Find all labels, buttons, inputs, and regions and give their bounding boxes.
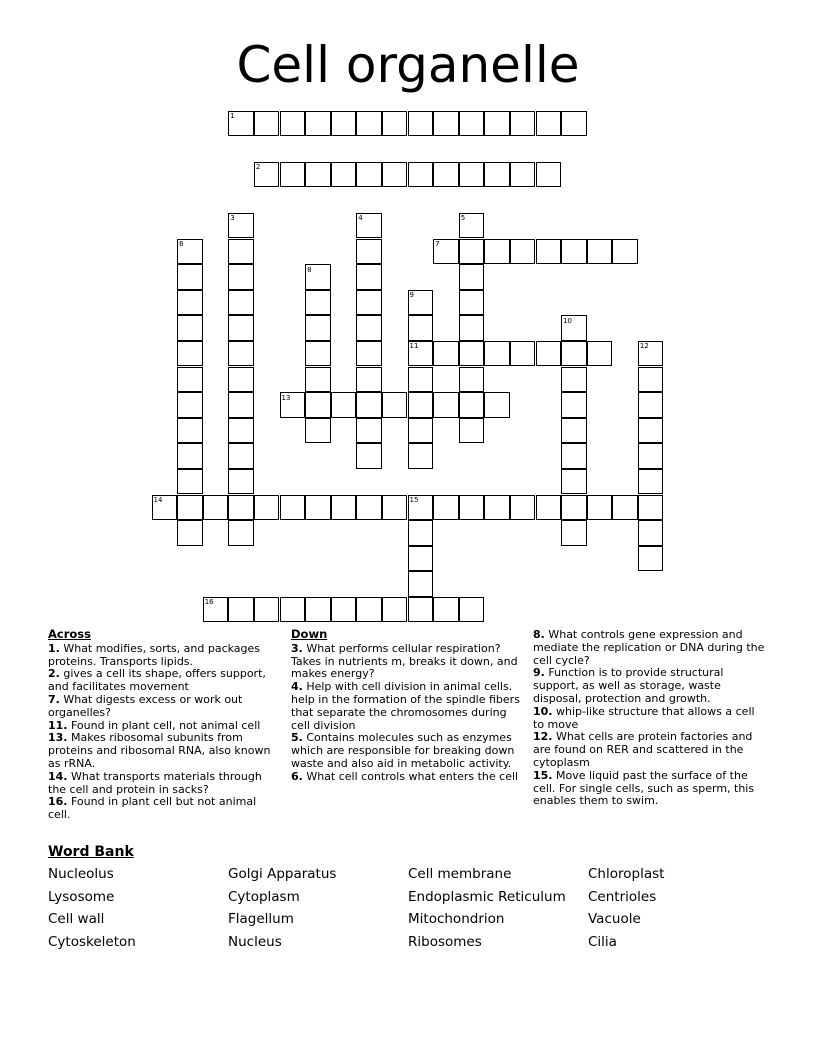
grid-cell[interactable] (177, 418, 203, 444)
grid-cell[interactable] (177, 315, 203, 341)
clue-text: Help with cell division in animal cells. help in the formation of the spindle fibers that separate the chromosomes during cell division (291, 680, 520, 732)
grid-cell[interactable] (612, 495, 638, 521)
grid-cell[interactable] (228, 418, 254, 444)
clue-number: 3. (291, 641, 303, 655)
grid-cell[interactable] (203, 597, 229, 623)
grid-cell[interactable] (638, 418, 664, 444)
grid-cell[interactable] (305, 264, 331, 290)
grid-cell[interactable] (587, 341, 613, 367)
grid-cell[interactable] (408, 367, 434, 393)
grid-cell[interactable] (356, 597, 382, 623)
clue-text: What modifies, sorts, and packages proteins. Transports lipids. (48, 641, 261, 668)
grid-cell[interactable] (356, 111, 382, 137)
word-bank-item: Lysosome (48, 888, 115, 905)
grid-cell[interactable] (356, 315, 382, 341)
grid-cell[interactable] (177, 392, 203, 418)
grid-cell[interactable] (280, 392, 306, 418)
grid-cell[interactable] (228, 597, 254, 623)
grid-cell[interactable] (459, 392, 485, 418)
grid-cell[interactable] (638, 546, 664, 572)
grid-cell[interactable] (459, 213, 485, 239)
grid-cell[interactable] (356, 495, 382, 521)
clue-text: Contains molecules such as enzymes which are responsible for breaking down waste and also aid in metabolic activity. (291, 731, 515, 770)
clue-number: 9 (409, 291, 414, 300)
grid-cell[interactable] (561, 111, 587, 137)
clue-number: 10. (533, 704, 553, 718)
clue (291, 643, 523, 681)
grid-cell[interactable] (536, 111, 562, 137)
grid-cell[interactable] (228, 315, 254, 341)
grid-cell[interactable] (382, 597, 408, 623)
clue-text: Makes ribosomal subunits from proteins and ribosomal RNA, also known as rRNA. (48, 731, 271, 770)
clue (291, 732, 523, 770)
clue-number: 9. (533, 666, 545, 680)
grid-cell[interactable] (228, 367, 254, 393)
word-bank-item: Cell wall (48, 911, 105, 927)
grid-cell[interactable] (408, 315, 434, 341)
clue-number: 6. (291, 769, 303, 783)
down-clues-continued (533, 629, 765, 808)
word-bank-item: Cytoskeleton (48, 933, 136, 950)
grid-cell[interactable] (536, 162, 562, 188)
grid-cell[interactable] (305, 290, 331, 316)
grid-cell[interactable] (254, 597, 280, 623)
grid-cell[interactable] (638, 469, 664, 495)
grid-cell[interactable] (331, 162, 357, 188)
grid-cell[interactable] (484, 341, 510, 367)
grid-cell[interactable] (408, 290, 434, 316)
clue-number: 11 (409, 342, 419, 351)
grid-cell[interactable] (356, 341, 382, 367)
grid-cell[interactable] (408, 520, 434, 546)
clue-text: Found in plant cell, not animal cell (67, 718, 261, 732)
grid-cell[interactable] (356, 264, 382, 290)
grid-cell[interactable] (484, 392, 510, 418)
clue-text: What cells are protein factories and are found on RER and scattered in the cytoplasm (533, 730, 753, 769)
clue-number: 14 (153, 496, 163, 504)
word-bank-item: Ribosomes (408, 933, 482, 950)
grid-cell[interactable] (280, 495, 306, 521)
grid-cell[interactable] (408, 443, 434, 469)
clue-number: 2. (48, 667, 60, 681)
grid-cell[interactable] (228, 341, 254, 367)
grid-cell[interactable] (305, 111, 331, 137)
grid-cell[interactable] (228, 239, 254, 265)
grid-cell[interactable] (408, 111, 434, 137)
word-bank-item: Vacuole (588, 911, 641, 927)
grid-cell[interactable] (177, 341, 203, 367)
grid-cell[interactable] (459, 315, 485, 341)
grid-cell[interactable] (203, 495, 229, 521)
grid-cell[interactable] (459, 597, 485, 623)
grid-cell[interactable] (433, 495, 459, 521)
clue (533, 667, 765, 705)
word-bank-item: Nucleolus (48, 866, 114, 882)
grid-cell[interactable] (638, 341, 664, 367)
clue (533, 629, 765, 667)
grid-cell[interactable] (510, 162, 536, 188)
grid-cell[interactable] (177, 264, 203, 290)
grid-cell[interactable] (561, 495, 587, 521)
grid-cell[interactable] (356, 418, 382, 444)
grid-cell[interactable] (331, 392, 357, 418)
clue-number: 13. (48, 731, 68, 745)
grid-cell[interactable] (638, 367, 664, 393)
grid-cell[interactable] (561, 341, 587, 367)
word-bank-item: Flagellum (228, 911, 294, 927)
grid-cell[interactable] (459, 341, 485, 367)
grid-cell[interactable] (177, 443, 203, 469)
word-bank-item: Chloroplast (588, 866, 665, 882)
grid-cell[interactable] (433, 162, 459, 188)
grid-cell[interactable] (408, 162, 434, 188)
word-bank-item: Centrioles (588, 888, 657, 905)
grid-cell[interactable] (433, 111, 459, 137)
clue-number: 6 (179, 240, 184, 248)
across-heading: Across (48, 627, 91, 641)
word-bank-item: Cilia (588, 933, 617, 950)
clue-number: 15 (409, 496, 419, 504)
grid-cell[interactable] (459, 367, 485, 393)
grid-cell[interactable] (561, 520, 587, 546)
grid-cell[interactable] (587, 239, 613, 265)
clue-text: Function is to provide structural support, as well as storage, waste disposal, protection and growth. (533, 666, 724, 705)
grid-cell[interactable] (177, 495, 203, 521)
grid-cell[interactable] (510, 341, 536, 367)
clue (291, 681, 523, 732)
across-clues (48, 628, 280, 822)
grid-cell[interactable] (459, 495, 485, 521)
grid-cell[interactable] (331, 495, 357, 521)
clue-number: 11. (48, 718, 68, 732)
grid-cell[interactable] (561, 469, 587, 495)
grid-cell[interactable] (484, 162, 510, 188)
grid-cell[interactable] (638, 520, 664, 546)
clue (533, 706, 765, 732)
clue-number: 16. (48, 795, 68, 809)
word-bank-item: Nucleus (228, 933, 282, 950)
grid-cell[interactable] (356, 443, 382, 469)
grid-cell[interactable] (152, 495, 178, 521)
clue (533, 731, 765, 769)
grid-cell[interactable] (305, 162, 331, 188)
grid-cell[interactable] (382, 162, 408, 188)
grid-cell[interactable] (484, 239, 510, 265)
grid-cell[interactable] (177, 469, 203, 495)
grid-cell[interactable] (254, 111, 280, 137)
grid-cell[interactable] (280, 162, 306, 188)
grid-cell[interactable] (280, 111, 306, 137)
clue-text: What transports materials through the cell and protein in sacks? (48, 769, 262, 796)
grid-cell[interactable] (408, 418, 434, 444)
grid-cell[interactable] (382, 111, 408, 137)
word-bank-item: Cytoplasm (228, 888, 300, 905)
clue-number: 7. (48, 692, 60, 706)
grid-cell[interactable] (228, 264, 254, 290)
grid-cell[interactable] (331, 597, 357, 623)
clue-number: 7 (435, 240, 440, 248)
clue-text: What digests excess or work out organelles? (48, 692, 243, 719)
grid-cell[interactable] (638, 443, 664, 469)
grid-cell[interactable] (177, 290, 203, 316)
grid-cell[interactable] (561, 239, 587, 265)
grid-cell[interactable] (408, 597, 434, 623)
grid-cell[interactable] (356, 290, 382, 316)
grid-cell[interactable] (561, 443, 587, 469)
clue-text: Found in plant cell but not animal cell. (48, 795, 257, 822)
grid-cell[interactable] (638, 495, 664, 521)
grid-cell[interactable] (510, 495, 536, 521)
grid-cell[interactable] (305, 392, 331, 418)
word-bank-item: Mitochondrion (408, 911, 505, 927)
grid-cell[interactable] (356, 367, 382, 393)
grid-cell[interactable] (433, 239, 459, 265)
grid-cell[interactable] (280, 597, 306, 623)
clue-number: 13 (281, 393, 291, 402)
clue-text: What controls gene expression and mediate the replication or DNA during the cell cycle? (533, 628, 765, 667)
word-bank-item: Endoplasmic Reticulum (408, 888, 566, 905)
clue (533, 770, 765, 808)
grid-cell[interactable] (254, 162, 280, 188)
clue-number: 16 (204, 598, 214, 607)
grid-cell[interactable] (484, 111, 510, 137)
grid-cell[interactable] (433, 597, 459, 623)
clue (48, 643, 280, 669)
clue (48, 694, 280, 720)
grid-cell[interactable] (536, 495, 562, 521)
clue-number: 3 (230, 214, 235, 223)
clue (291, 771, 523, 784)
grid-cell[interactable] (561, 418, 587, 444)
grid-cell[interactable] (356, 392, 382, 418)
grid-cell[interactable] (561, 315, 587, 341)
grid-cell[interactable] (587, 495, 613, 521)
grid-cell[interactable] (305, 495, 331, 521)
clue-text: gives a cell its shape, offers support, and facilitates movement (48, 667, 266, 694)
clue-number: 1 (230, 112, 235, 120)
grid-cell[interactable] (177, 367, 203, 393)
clue-number: 12 (639, 342, 649, 351)
clue-number: 8 (307, 265, 312, 274)
grid-cell[interactable] (510, 111, 536, 137)
clue-text: What performs cellular respiration? Takes in nutrients m, breaks it down, and makes energy? (291, 641, 518, 681)
clue-number: 2 (255, 163, 261, 172)
grid-cell[interactable] (408, 495, 434, 521)
grid-cell[interactable] (510, 239, 536, 265)
grid-cell[interactable] (459, 264, 485, 290)
clue-number: 15. (533, 768, 553, 782)
grid-cell[interactable] (561, 367, 587, 393)
grid-cell[interactable] (356, 162, 382, 188)
grid-cell[interactable] (305, 367, 331, 393)
grid-cell[interactable] (638, 392, 664, 418)
grid-cell[interactable] (459, 239, 485, 265)
grid-cell[interactable] (382, 495, 408, 521)
grid-cell[interactable] (305, 341, 331, 367)
grid-cell[interactable] (228, 392, 254, 418)
clue-number: 10 (563, 316, 573, 325)
clue-number: 8. (533, 628, 545, 641)
grid-cell[interactable] (228, 290, 254, 316)
clue (48, 796, 280, 822)
grid-cell[interactable] (433, 392, 459, 418)
grid-cell[interactable] (459, 290, 485, 316)
grid-cell[interactable] (228, 213, 254, 239)
down-heading: Down (291, 627, 328, 641)
word-bank-item: Golgi Apparatus (228, 866, 337, 882)
clue-number: 12. (533, 730, 553, 744)
clue-number: 4. (291, 680, 303, 694)
clue-number: 14. (48, 769, 68, 783)
grid-cell[interactable] (177, 239, 203, 265)
clue-number: 5 (460, 214, 466, 223)
grid-cell[interactable] (356, 239, 382, 265)
grid-cell[interactable] (459, 111, 485, 137)
clue-number: 5. (291, 731, 303, 745)
grid-cell[interactable] (228, 495, 254, 521)
grid-cell[interactable] (228, 111, 254, 137)
clue-text: whip-like structure that allows a cell to move (533, 704, 755, 731)
grid-cell[interactable] (484, 495, 510, 521)
clue-text: What cell controls what enters the cell (302, 769, 519, 783)
grid-cell[interactable] (536, 341, 562, 367)
grid-cell[interactable] (459, 418, 485, 444)
clue (48, 771, 280, 797)
down-clues (291, 628, 523, 784)
grid-cell[interactable] (228, 469, 254, 495)
grid-cell[interactable] (561, 392, 587, 418)
grid-cell[interactable] (408, 571, 434, 597)
word-bank-item: Cell membrane (408, 866, 512, 882)
clue-text: Move liquid past the surface of the cell. For single cells, such as sperm, this enables them to swim. (533, 768, 755, 808)
grid-cell[interactable] (408, 341, 434, 367)
grid-cell[interactable] (408, 392, 434, 418)
word-bank-title: Word Bank (48, 844, 134, 860)
grid-cell[interactable] (305, 597, 331, 623)
grid-cell[interactable] (433, 341, 459, 367)
word-bank (48, 866, 788, 951)
grid-cell[interactable] (305, 315, 331, 341)
grid-cell[interactable] (459, 162, 485, 188)
clue-number: 1. (48, 641, 60, 655)
grid-cell[interactable] (356, 213, 382, 239)
grid-cell[interactable] (382, 392, 408, 418)
grid-cell[interactable] (331, 111, 357, 137)
grid-cell[interactable] (228, 443, 254, 469)
clue (48, 732, 280, 770)
grid-cell[interactable] (228, 520, 254, 546)
grid-cell[interactable] (177, 520, 203, 546)
puzzle-title: Cell organelle (236, 36, 580, 94)
grid-cell[interactable] (408, 546, 434, 572)
grid-cell[interactable] (612, 239, 638, 265)
grid-cell[interactable] (305, 418, 331, 444)
grid-cell[interactable] (254, 495, 280, 521)
clue (48, 668, 280, 694)
clue-number: 4 (358, 214, 363, 223)
grid-cell[interactable] (536, 239, 562, 265)
